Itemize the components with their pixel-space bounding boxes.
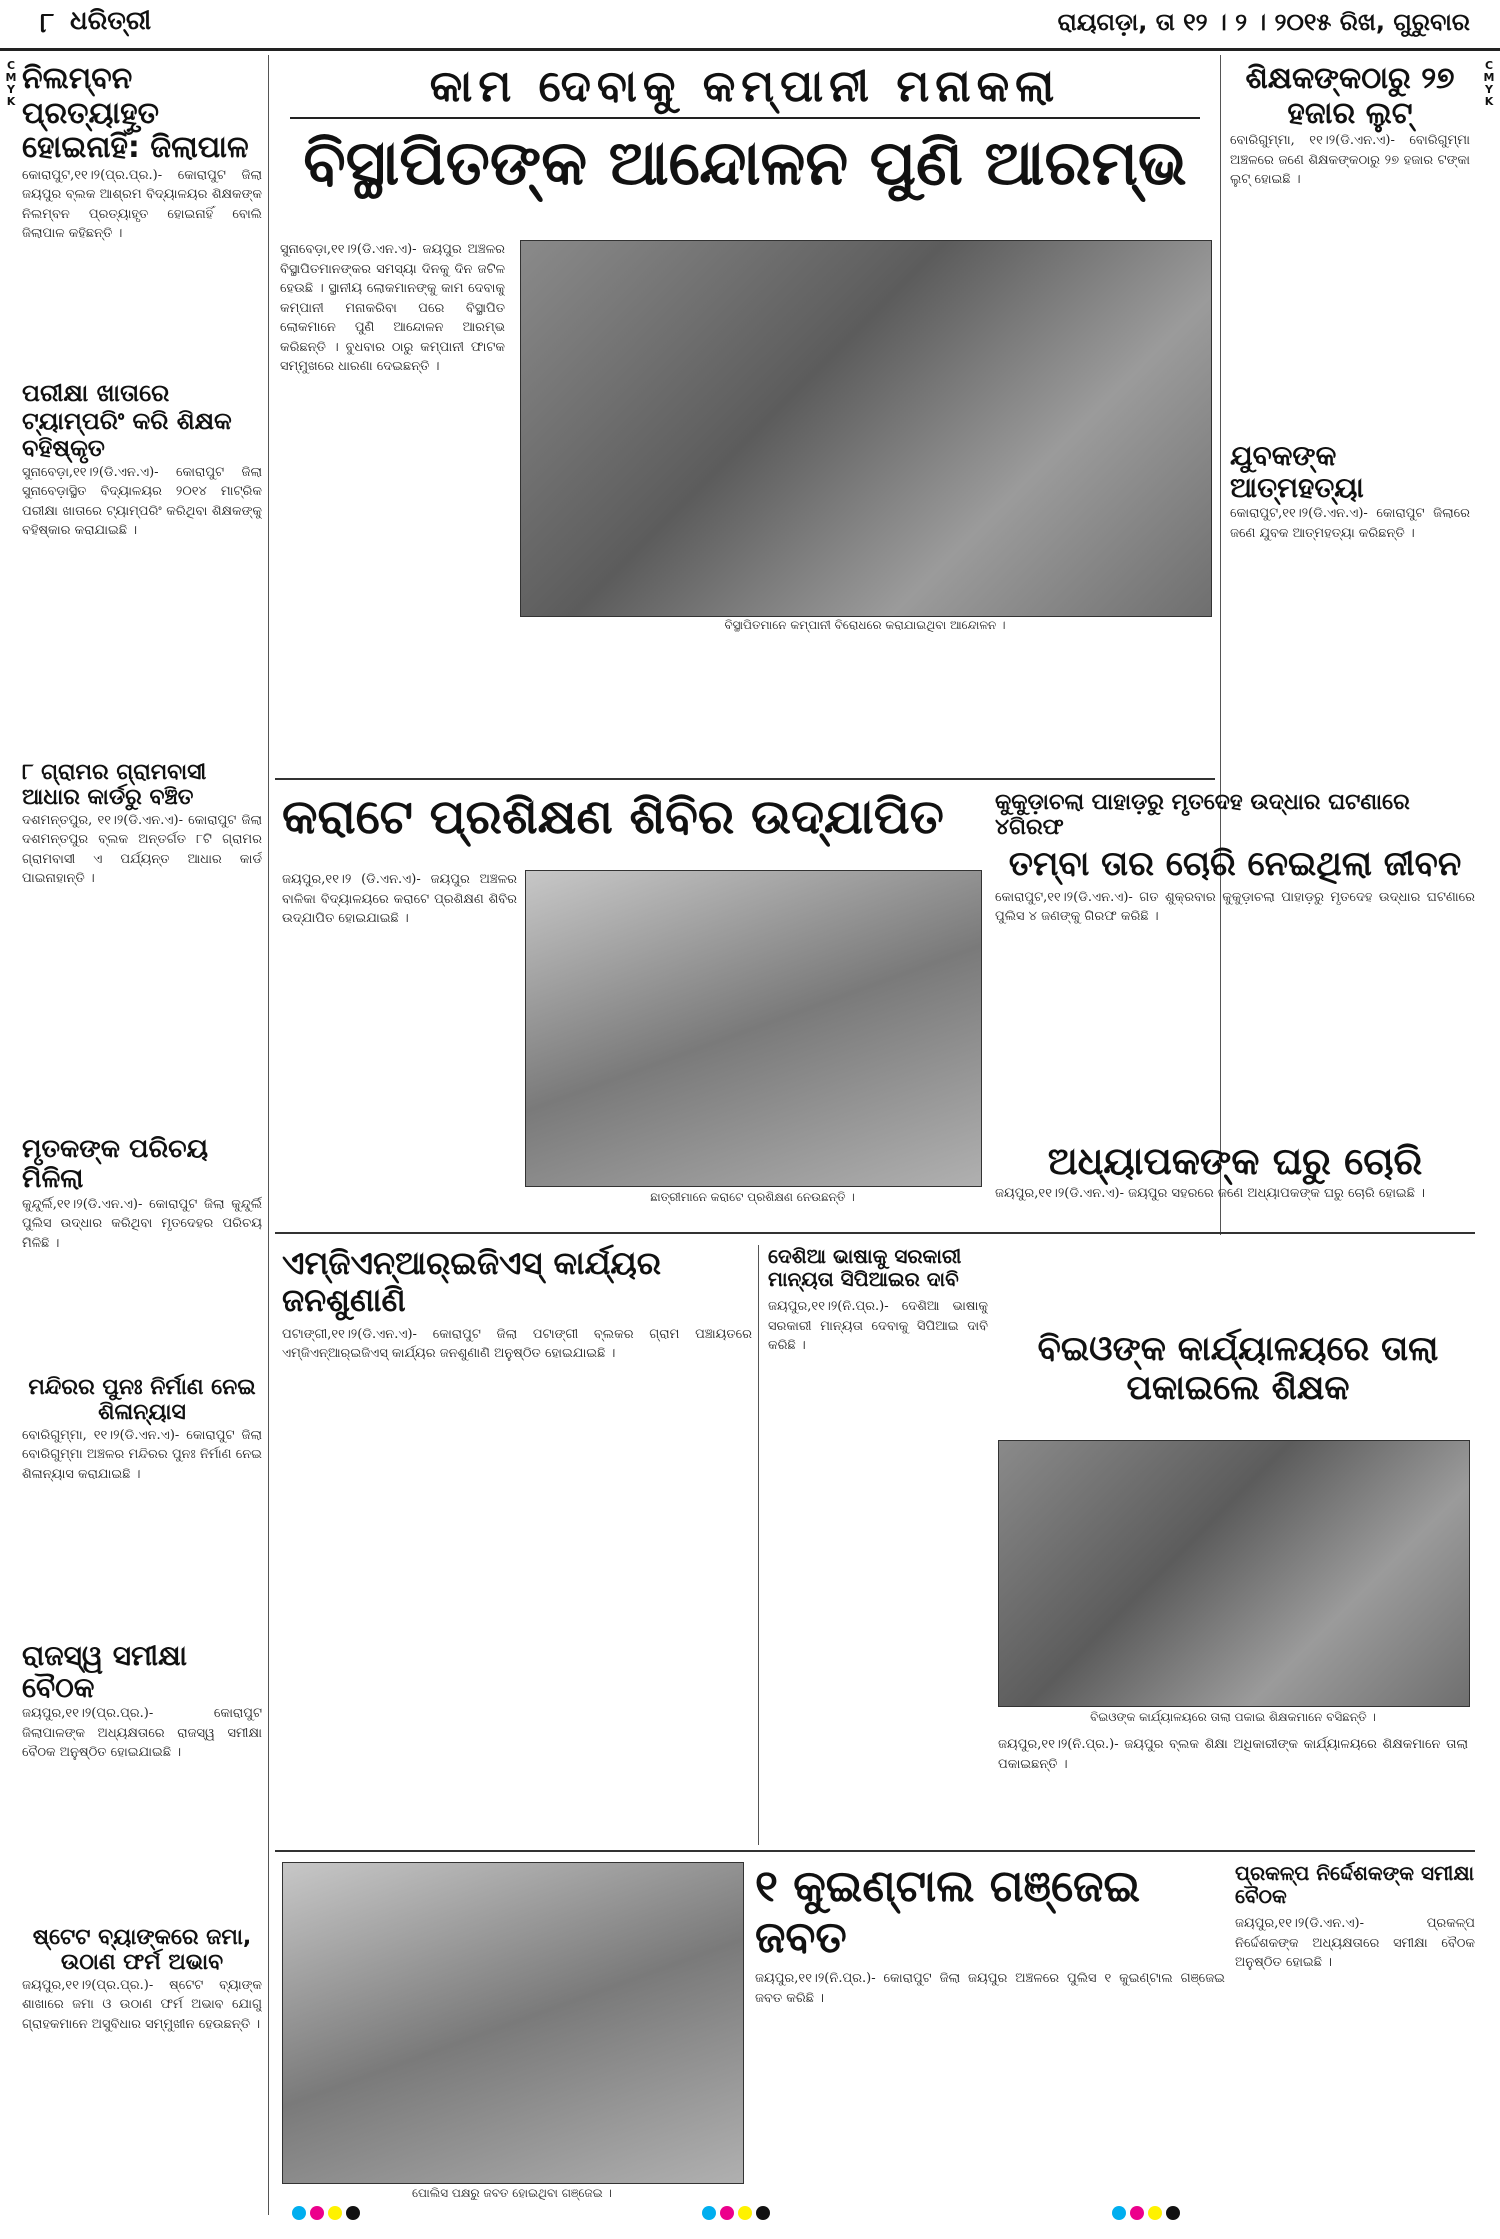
headline: ଯୁବକଙ୍କ ଆତ୍ମହତ୍ୟା <box>1230 439 1364 505</box>
headline: କରାଟେ ପ୍ରଶିକ୍ଷଣ ଶିବିର ଉଦ୍‌ଯାପିତ <box>282 789 944 845</box>
bdo-photo <box>998 1440 1470 1707</box>
article-bdo <box>998 1330 1478 1408</box>
lead-headline: ବିସ୍ଥାପିତଙ୍କ ଆନ୍ଦୋଳନ ପୁଣି ଆରମ୍ଭ <box>303 125 1187 199</box>
headline: ଶିକ୍ଷକଙ୍କଠାରୁ ୨୭ ହଜାର ଲୁଟ୍ <box>1245 61 1455 131</box>
headline: ମୃତକଙ୍କ ପରିଚୟ ମିଳିଲା <box>22 1134 209 1194</box>
article-mgnregs <box>282 1245 752 1885</box>
lead-photo <box>520 240 1212 617</box>
karate-photo-caption: ଛାତ୍ରୀମାନେ କରାଟେ ପ୍ରଶିକ୍ଷଣ ନେଉଛନ୍ତି । <box>650 1190 855 1204</box>
headline: ନିଲମ୍ବନ ପ୍ରତ୍ୟାହୃତ ହୋଇନାହିଁ: ଜିଲାପାଳ <box>22 61 249 165</box>
headline: ଷ୍ଟେଟ ବ୍ୟାଙ୍କରେ ଜମା, ଉଠାଣ ଫର୍ମ ଅଭାବ <box>32 1925 252 1976</box>
article-right-2 <box>1230 440 1470 754</box>
newspaper-name: ଧରିତ୍ରୀ <box>70 6 152 36</box>
article-left-3 <box>22 760 262 1141</box>
article-left-4 <box>22 1135 262 1395</box>
article-body: ଜୟପୁର,୧୧।୨(ନି.ପ୍ର.)- କୋରାପୁଟ ଜିଲା ଜୟପୁର ଅଞ୍ଚଳରେ ପୁଲିସ ୧ କୁଇଣ୍ଟାଲ ଗଞ୍ଜେଇ ଜବତ କରିଛି । <box>755 1971 1225 2006</box>
dateline: ରାୟଗଡ଼ା, ତା ୧୨ । ୨ । ୨୦୧୫ ରିଖ, ଗୁରୁବାର <box>1057 8 1470 36</box>
section-rule <box>275 778 1215 780</box>
article-body: କୁନ୍ଦୁର୍ଲି,୧୧।୨(ଡି.ଏନ.ଏ)- କୋରାପୁଟ ଜିଲା କୁନ୍ଦୁର୍ଲି ପୁଲିସ ଉଦ୍ଧାର କରିଥିବା ମୃତଦେହର ପରିଚୟ ମିଳିଛି । <box>22 1196 262 1251</box>
headline: ପ୍ରକଳ୍ପ ନିର୍ଦ୍ଦେଶକଙ୍କ ସମୀକ୍ଷା ବୈଠକ <box>1235 1861 1475 1908</box>
karate-body: ଜୟପୁର,୧୧।୨ (ଡି.ଏନ.ଏ)- ଜୟପୁର ଅଞ୍ଚଳର ବାଳିକା ବିଦ୍ୟାଳୟରେ କରାଟେ ପ୍ରଶିକ୍ଷଣ ଶିବିର ଉଦ୍‌ଯାପିତ ହୋଇଯାଇଛି । <box>282 872 517 926</box>
lead-photo-caption: ବିସ୍ଥାପିତମାନେ କମ୍ପାନୀ ବିରୋଧରେ କରାଯାଇଥିବା ଆନ୍ଦୋଳନ । <box>724 618 1006 632</box>
karate-photo <box>525 870 982 1187</box>
article-right-1 <box>1230 62 1470 341</box>
headline: ୧ କୁଇଣ୍ଟାଲ ଗଞ୍ଜେଇ ଜବତ <box>755 1861 1141 1963</box>
bdo-photo-caption: ବିଇଓଙ୍କ କାର୍ଯ୍ୟାଳୟରେ ତାଲା ପକାଇ ଶିକ୍ଷକମାନେ ବସିଛନ୍ତି । <box>1090 1710 1376 1724</box>
article-body: ସୁନାବେଡ଼ା,୧୧।୨(ଡି.ଏନ.ଏ)- କୋରାପୁଟ ଜିଲା ସୁନାବେଡ଼ାସ୍ଥିତ ବିଦ୍ୟାଳୟର ୨୦୧୪ ମାଟ୍ରିକ ପରୀକ୍ଷା ଖାତାରେ ଟ୍ୟାମ୍ପରିଂ କରିଥିବା ଶିକ୍ଷକଙ୍କୁ ବହିଷ୍କାର କରାଯାଇଛି । <box>22 464 262 539</box>
lead-body: ସୁନାବେଡ଼ା,୧୧।୨(ଡି.ଏନ.ଏ)- ଜୟପୁର ଅଞ୍ଚଳର ବିସ୍ଥାପିତମାନଙ୍କର ସମସ୍ୟା ଦିନକୁ ଦିନ ଜଟିଳ ହେଉଛି । ସ୍ଥାନୀୟ ଲୋକମାନଙ୍କୁ କାମ ଦେବାକୁ କମ୍ପାନୀ ମନାକରିବା ପରେ ବିସ୍ଥାପିତ ଲୋକମାନେ ପୁଣି ଆନ୍ଦୋଳନ ଆରମ୍ଭ କରିଛନ୍ତି । ବୁଧବାର ଠାରୁ କମ୍ପାନୀ ଫାଟକ ସମ୍ମୁଖରେ ଧାରଣା ଦେଇଛନ୍ତି । <box>280 242 505 374</box>
column-rule-mid <box>758 1245 759 1845</box>
registration-marks <box>290 2205 362 2224</box>
section-rule-2 <box>275 1232 1475 1234</box>
headline: ଏମ୍‌ଜିଏନ୍‌ଆର୍‌ଇଜିଏସ୍ କାର୍ଯ୍ୟର ଜନଶୁଣାଣି <box>282 1244 662 1319</box>
registration-marks <box>700 2205 772 2224</box>
article-desia <box>768 1245 988 1837</box>
article-body: କୋରାପୁଟ,୧୧।୨(ପ୍ର.ପ୍ର.)- କୋରାପୁଟ ଜିଲା ଜୟପୁର ବ୍ଲକ ଆଶ୍ରମ ବିଦ୍ୟାଳୟର ଶିକ୍ଷକଙ୍କ ନିଲମ୍ବନ ପ୍ରତ୍ୟାହୃତ ହୋଇନାହିଁ ବୋଲି ଜିଲାପାଳ କହିଛନ୍ତି । <box>22 167 262 241</box>
ganja-photo-caption: ପୋଲିସ ପକ୍ଷରୁ ଜବତ ହୋଇଥିବା ଗଞ୍ଜେଇ । <box>412 2186 612 2200</box>
article-body: ଜୟପୁର,୧୧।୨(ପ୍ର.ପ୍ର.)- କୋରାପୁଟ ଜିଲାପାଳଙ୍କ ଅଧ୍ୟକ୍ଷତାରେ ରାଜସ୍ୱ ସମୀକ୍ଷା ବୈଠକ ଅନୁଷ୍ଠିତ ହୋଇଯାଇଛି । <box>22 1706 262 1761</box>
article-teacher-theft <box>995 1140 1475 1294</box>
article-body: ଜୟପୁର,୧୧।୨(ନି.ପ୍ର.)- ଦେଶିଆ ଭାଷାକୁ ସରକାରୀ ମାନ୍ୟତା ଦେବାକୁ ସିପିଆଇ ଦାବି କରିଛି । <box>768 1299 988 1353</box>
section-rule-3 <box>275 1850 1475 1852</box>
headline: ଅଧ୍ୟାପକଙ୍କ ଘରୁ ଚୋରି <box>1047 1139 1423 1183</box>
article-body: କୋରାପୁଟ,୧୧।୨(ଡି.ଏନ.ଏ)- କୋରାପୁଟ ଜିଲାରେ ଜଣେ ଯୁବକ ଆତ୍ମହତ୍ୟା କରିଛନ୍ତି । <box>1230 506 1470 541</box>
page-number: ୮ <box>40 6 55 39</box>
kicker: କାମ ଦେବାକୁ କମ୍ପାନୀ ମନାକଲା <box>290 62 1200 119</box>
article-left-6 <box>22 1640 262 1954</box>
article-project <box>1235 1862 1475 2214</box>
headline: ରାଜସ୍ୱ ସମୀକ୍ଷା ବୈଠକ <box>22 1639 188 1705</box>
article-body: ଜୟପୁର,୧୧।୨(ଡି.ଏନ.ଏ)- ପ୍ରକଳ୍ପ ନିର୍ଦ୍ଦେଶକଙ୍କ ଅଧ୍ୟକ୍ଷତାରେ ସମୀକ୍ଷା ବୈଠକ ଅନୁଷ୍ଠିତ ହୋଇଛି । <box>1235 1916 1475 1970</box>
lead-story <box>290 62 1200 198</box>
article-karate <box>282 790 982 845</box>
article-left-5 <box>22 1375 262 1636</box>
article-ganja <box>755 1862 1225 2239</box>
headline: ବିଇଓଙ୍କ କାର୍ଯ୍ୟାଳୟରେ ତାଲା ପକାଇଲେ ଶିକ୍ଷକ <box>1037 1329 1439 1409</box>
cmyk-marks-right: C M Y K <box>1483 59 1495 109</box>
headline: ତମ୍ବା ତାର ଚୋରି ନେଇଥିଲା ଜୀବନ <box>1008 843 1462 884</box>
cmyk-marks-left: C M Y K <box>5 59 17 109</box>
article-left-1 <box>22 62 262 366</box>
article-left-2 <box>22 380 262 793</box>
headline: ପରୀକ୍ଷା ଖାତାରେ ଟ୍ୟାମ୍ପରିଂ କରି ଶିକ୍ଷକ ବହିଷ୍କୃତ <box>22 379 232 463</box>
article-body: କୋରାପୁଟ,୧୧।୨(ଡି.ଏନ.ଏ)- ଗତ ଶୁକ୍ରବାର କୁକୁଡ଼ାଚଲା ପାହାଡ଼ରୁ ମୃତଦେହ ଉଦ୍ଧାର ଘଟଣାରେ ପୁଲିସ ୪ ଜଣଙ୍କୁ ଗିରଫ କରିଛି । <box>995 889 1475 925</box>
headline: ମନ୍ଦିରର ପୁନଃ ନିର୍ମାଣ ନେଇ ଶିଳାନ୍ୟାସ <box>28 1375 256 1426</box>
article-copper <box>995 790 1475 1108</box>
article-left-7 <box>22 1925 262 2156</box>
article-body: ବୋରିଗୁମ୍ମା, ୧୧।୨(ଡି.ଏନ.ଏ)- କୋରାପୁଟ ଜିଲା ବୋରିଗୁମ୍ମା ଅଞ୍ଚଳର ମନ୍ଦିରର ପୁନଃ ନିର୍ମାଣ ନେଇ ଶିଳାନ୍ୟାସ କରାଯାଇଛି । <box>22 1427 262 1482</box>
article-body: ଜୟପୁର,୧୧।୨(ଡି.ଏନ.ଏ)- ଜୟପୁର ସହରରେ ଜଣେ ଅଧ୍ୟାପକଙ୍କ ଘରୁ ଚୋରି ହୋଇଛି । <box>995 1185 1425 1201</box>
registration-marks <box>1110 2205 1182 2224</box>
ganja-photo <box>282 1862 744 2184</box>
article-body: ବୋରିଗୁମ୍ମା, ୧୧।୨(ଡି.ଏନ.ଏ)- ବୋରିଗୁମ୍ମା ଅଞ୍ଚଳରେ ଜଣେ ଶିକ୍ଷକଙ୍କଠାରୁ ୨୭ ହଜାର ଟଙ୍କା ଲୁଟ୍ ହୋଇଛି । <box>1230 133 1470 187</box>
kicker: କୁକୁଡ଼ାଚଲା ପାହାଡ଼ରୁ ମୃତଦେହ ଉଦ୍ଧାର ଘଟଣାରେ ୪ଗିରଫ <box>995 790 1410 841</box>
headline: ଦେଶିଆ ଭାଷାକୁ ସରକାରୀ ମାନ୍ୟତା ସିପିଆଇର ଦାବି <box>768 1244 962 1291</box>
column-rule-left <box>268 55 269 2215</box>
article-body: ଦଶମନ୍ତପୁର, ୧୧।୨(ଡି.ଏନ.ଏ)- କୋରାପୁଟ ଜିଲା ଦଶମନ୍ତପୁର ବ୍ଲକ ଅନ୍ତର୍ଗତ ୮ଟି ଗ୍ରାମର ଗ୍ରାମବାସୀ ଏ ପର୍ଯ୍ୟନ୍ତ ଆଧାର କାର୍ଡ ପାଇନାହାନ୍ତି । <box>22 812 262 887</box>
article-body: ପଟାଙ୍ଗୀ,୧୧।୨(ଡି.ଏନ.ଏ)- କୋରାପୁଟ ଜିଲା ପଟାଙ୍ଗୀ ବ୍ଲକର ଗ୍ରାମ ପଞ୍ଚାୟତରେ ଏମ୍‌ଜିଏନ୍‌ଆର୍‌ଇଜିଏସ୍ କାର୍ଯ୍ୟର ଜନଶୁଣାଣି ଅନୁଷ୍ଠିତ ହୋଇଯାଇଛି । <box>282 1326 752 1362</box>
article-body: ଜୟପୁର,୧୧।୨(ପ୍ର.ପ୍ର.)- ଷ୍ଟେଟ ବ୍ୟାଙ୍କ ଶାଖାରେ ଜମା ଓ ଉଠାଣ ଫର୍ମ ଅଭାବ ଯୋଗୁ ଗ୍ରାହକମାନେ ଅସୁବିଧାର ସମ୍ମୁଖୀନ ହେଉଛନ୍ତି । <box>22 1977 262 2032</box>
bdo-body: ଜୟପୁର,୧୧।୨(ନି.ପ୍ର.)- ଜୟପୁର ବ୍ଲକ ଶିକ୍ଷା ଅଧିକାରୀଙ୍କ କାର୍ଯ୍ୟାଳୟରେ ଶିକ୍ଷକମାନେ ତାଲା ପକାଇଛନ୍ତି । <box>998 1737 1468 1772</box>
headline: ୮ ଗ୍ରାମର ଗ୍ରାମବାସୀ ଆଧାର କାର୍ଡରୁ ବଞ୍ଚିତ <box>22 760 207 811</box>
